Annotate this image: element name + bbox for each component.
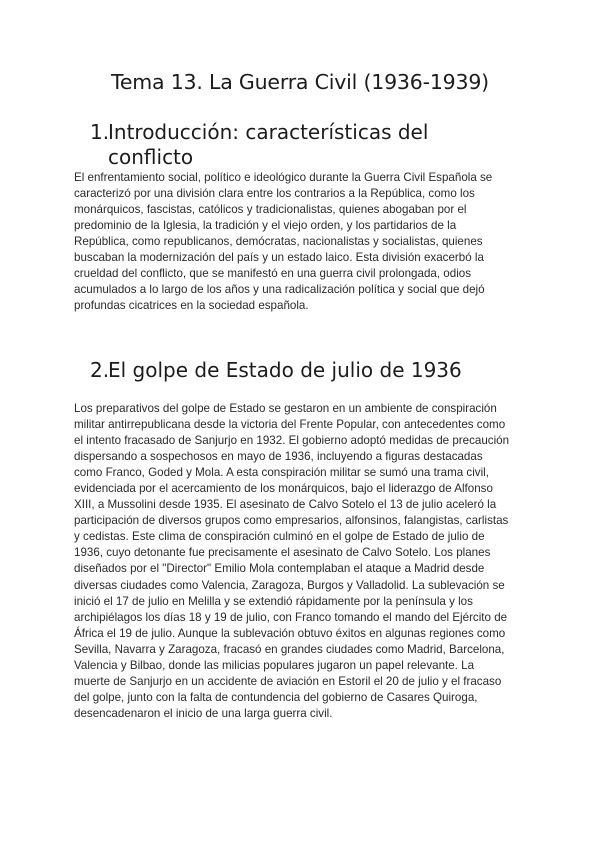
paragraph-line: caracterizó por una división clara entre los contrarios a la República, como los [74,187,475,201]
paragraph-line: República, como republicanos, demócratas, nacionalistas y socialistas, quienes [74,235,483,249]
paragraph-line: 1936, cuyo detonante fue precisamente el asesinato de Calvo Sotelo. Los planes [74,546,491,560]
paragraph-line: crueldad del conflicto, que se manifestó en una guerra civil prolongada, odios [74,267,472,281]
section-heading-line: conflicto [108,145,194,169]
paragraph-line: del golpe, junto con la falta de contundencia del gobierno de Casares Quiroga, [74,690,478,704]
paragraph-line: evidenciada por el acercamiento de los monárquicos, bajo el liderazgo de Alfonso [74,482,493,496]
section-number: 1. [90,120,110,144]
section-paragraph-introduccion [74,170,530,314]
paragraph-line: África el 19 de julio. Aunque la sublevación obtuvo éxitos en algunas regiones como [74,626,506,640]
paragraph-line: profundas cicatrices en la sociedad española. [74,299,309,313]
paragraph-line: acumulados a lo largo de los años y una radicalización política y social que dejó [74,283,485,297]
paragraph-line: predominio de la Iglesia, la tradición y el viejo orden, y los partidarios de la [74,219,457,233]
section-heading-golpe-de-estado [90,358,510,383]
paragraph-line: Valencia y Bilbao, donde las milicias populares jugaron un papel relevante. La [74,658,475,672]
section-heading-text: El golpe de Estado de julio de 1936 [108,358,462,382]
paragraph-line: El enfrentamiento social, político e ideológico durante la Guerra Civil Española se [74,171,493,184]
paragraph-line: diversas ciudades como Valencia, Zaragoza, Burgos y Valladolid. La sublevación se [74,578,505,592]
section-heading-introduccion [90,120,470,170]
paragraph-line: Los preparativos del golpe de Estado se gestaron en un ambiente de conspiración [74,402,497,415]
paragraph-line: archipiélagos los días 18 y 19 de julio, con Franco tomando el mando del Ejército de [74,610,508,624]
paragraph-line: inició el 17 de julio en Melilla y se extendió rápidamente por la península y los [74,594,473,608]
paragraph-line: XIII, a Mussolini desde 1935. El asesinato de Calvo Sotelo el 13 de julio aceleró la [74,498,497,512]
paragraph-line: diseñados por el "Director" Emilio Mola contemplaban el ataque a Madrid desde [74,562,485,576]
paragraph-line: Sevilla, Navarra y Zaragoza, fracasó en grandes ciudades como Madrid, Barcelona, [74,642,505,656]
paragraph-line: como Franco, Goded y Mola. A esta conspiración militar se sumó una trama civil, [74,466,489,480]
paragraph-line: dispersando a sospechosos en mayo de 1936, incluyendo a figuras destacadas [74,450,483,464]
paragraph-line: el intento fracasado de Sanjurjo en 1932. El gobierno adoptó medidas de precaución [74,434,510,448]
document-title: Tema 13. La Guerra Civil (1936-1939) [111,70,489,94]
paragraph-line: buscaban la modernización del país y un estado laico. Esta división exacerbó la [74,251,484,265]
section-heading-text [108,120,428,170]
paragraph-line: monárquicos, fascistas, católicos y tradicionalistas, quienes abogaban por el [74,203,467,217]
section-heading-line: Introducción: características del [108,120,429,144]
paragraph-line: militar antirrepublicana desde la victoria del Frente Popular, con antecedentes como [74,418,506,432]
section-number: 2. [90,358,110,382]
section-paragraph-golpe-de-estado [74,401,530,722]
paragraph-line: y cedistas. Este clima de conspiración culminó en el golpe de Estado de julio de [74,530,485,544]
paragraph-line: participación de diversos grupos como empresarios, alfonsinos, falangistas, carlistas [74,514,509,528]
paragraph-line: desencadenaron el inicio de una larga guerra civil. [74,706,333,720]
paragraph-line: muerte de Sanjurjo en un accidente de aviación en Estoril el 20 de julio y el fracaso [74,674,502,688]
